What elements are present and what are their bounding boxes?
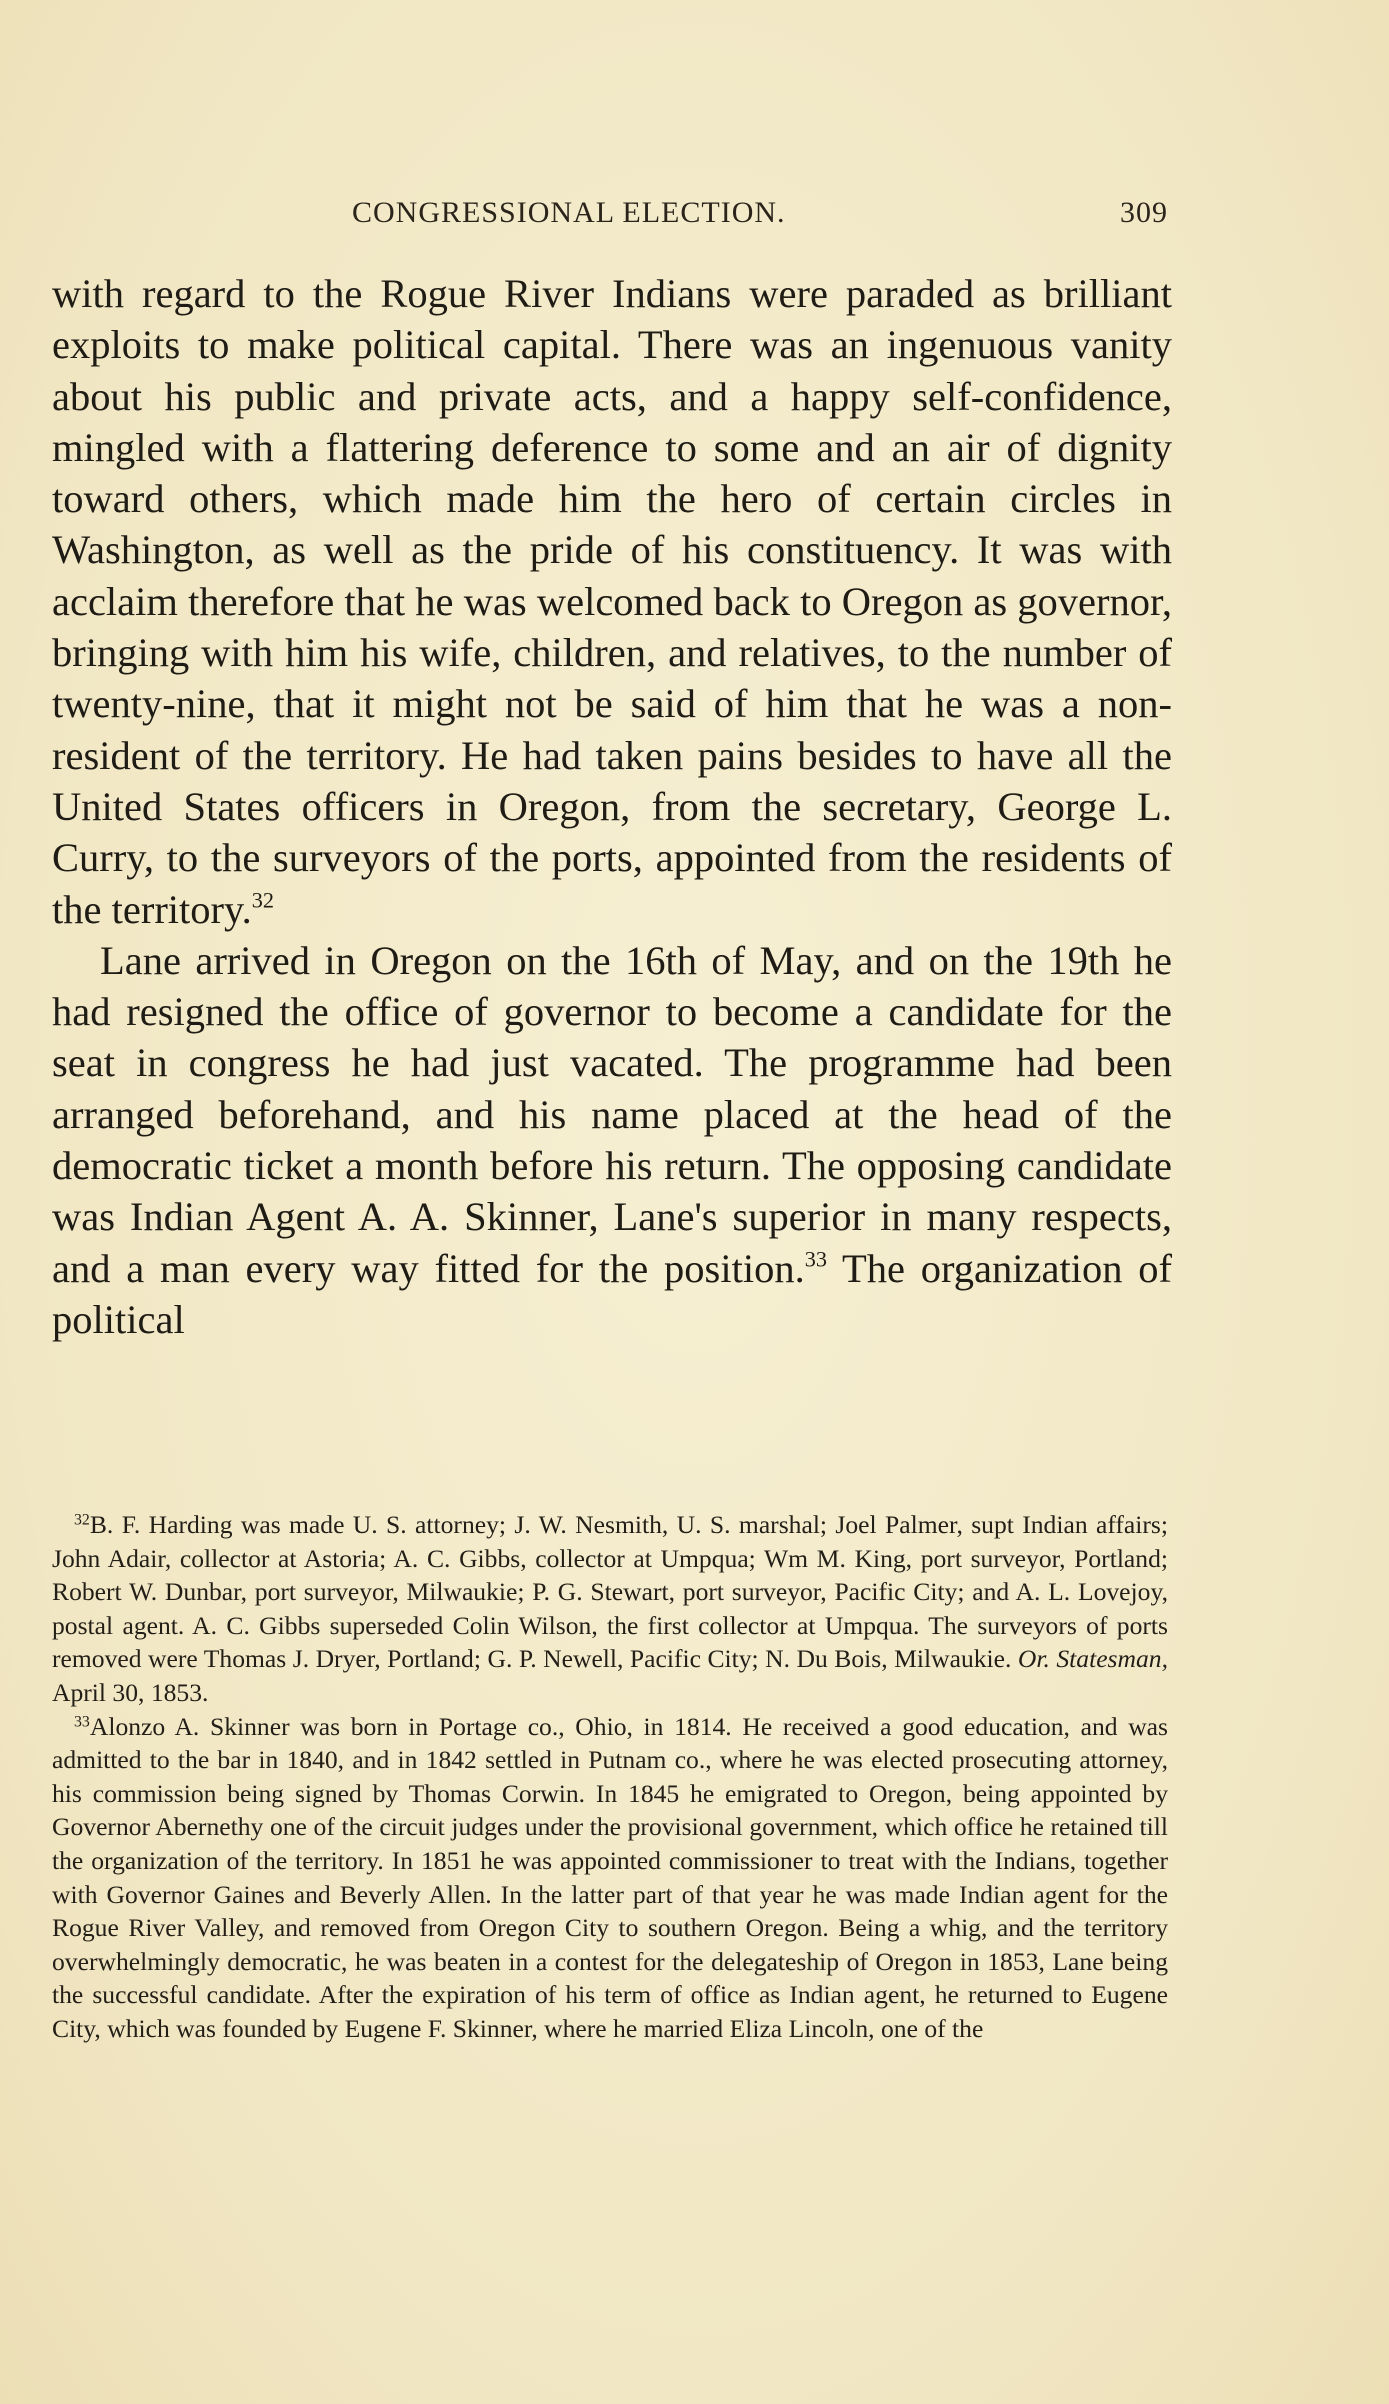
paragraph-2-text: Lane arrived in Oregon on the 16th of May, and on the 19th he had resigned the office of governor to become a candidate for the seat in congress he had just vacated. The programme had been arranged beforehand, and his name placed at the head of the democratic ticket a month before his return. The opposing candidate was Indian Agent A. A. Skinner, Lane's superior in many respects, and a man every way fitted for the position. xyxy=(52,937,1172,1291)
footnote-33-text: Alonzo A. Skinner was born in Portage co., Ohio, in 1814. He received a good education, and was admitted to the bar in 1840, and in 1842 settled in Putnam co., where he was elected prosecuting attorney, his commission being signed by Thomas Corwin. In 1845 he emigrated to Oregon, being appointed by Governor Abernethy one of the circuit judges under the provisional government, which office he retained till the organization of the territory. In 1851 he was appointed commissioner to treat with the Indians, together with Governor Gaines and Beverly Allen. In the latter part of that year he was made Indian agent for the Rogue River Valley, and removed from Oregon City to southern Oregon. Being a whig, and the territory overwhelmingly democratic, he was beaten in a contest for the delegateship of Oregon in 1853, Lane being the successful candidate. After the expiration of his term of office as Indian agent, he returned to Eugene City, which was founded by Eugene F. Skinner, where he married Eliza Lincoln, one of the xyxy=(52,1711,1168,2043)
footnote-32-source: Or. Statesman, xyxy=(1017,1644,1168,1674)
footnote-32-number: 32 xyxy=(74,1511,90,1529)
main-text xyxy=(52,268,1172,1345)
chapter-title: CONGRESSIONAL ELECTION. xyxy=(352,196,786,229)
footnote-33-number: 33 xyxy=(74,1712,90,1730)
paragraph-2-text-cont: The organization of political xyxy=(52,1245,1172,1342)
footnote-ref-33: 33 xyxy=(804,1246,827,1272)
paragraph-1-text: with regard to the Rogue River Indians were paraded as brilliant exploits to make political capital. There was an ingenuous vanity about his public and private acts, and a happy self-confidence, mingled with a flattering deference to some and an air of dignity toward others, which made him the hero of certain circles in Washington, as well as the pride of his constituency. It was with acclaim therefore that he was welcomed back to Oregon as governor, bringing with him his wife, children, and relatives, to the number of twenty-nine, that it might not be said of him that he was a non-resident of the territory. He had taken pains besides to have all the United States officers in Oregon, from the secretary, George L. Curry, to the surveyors of the ports, appointed from the residents of the territory. xyxy=(52,271,1172,932)
footnote-ref-32: 32 xyxy=(251,886,275,912)
paragraph-2 xyxy=(52,935,1172,1345)
page-number: 309 xyxy=(1120,196,1168,229)
footnotes xyxy=(52,1508,1168,2046)
footnote-32-date: April 30, 1853. xyxy=(52,1677,209,1707)
footnote-32 xyxy=(52,1508,1168,1710)
footnote-33 xyxy=(52,1710,1168,2046)
running-head xyxy=(352,196,1168,238)
paragraph-1 xyxy=(52,268,1172,935)
footnote-32-text: B. F. Harding was made U. S. attorney; J. W. Nesmith, U. S. marshal; Joel Palmer, supt Indian affairs; John Adair, collector at Astoria; A. C. Gibbs, collector at Umpqua; Wm M. King, port surveyor, Portland; Robert W. Dunbar, port surveyor, Milwaukie; P. G. Stewart, port surveyor, Pacific City; and A. L. Lovejoy, postal agent. A. C. Gibbs superseded Colin Wilson, the first collector at Umpqua. The surveyors of ports removed were Thomas J. Dryer, Portland; G. P. Newell, Pacific City; N. Du Bois, Milwaukie. xyxy=(52,1510,1168,1674)
